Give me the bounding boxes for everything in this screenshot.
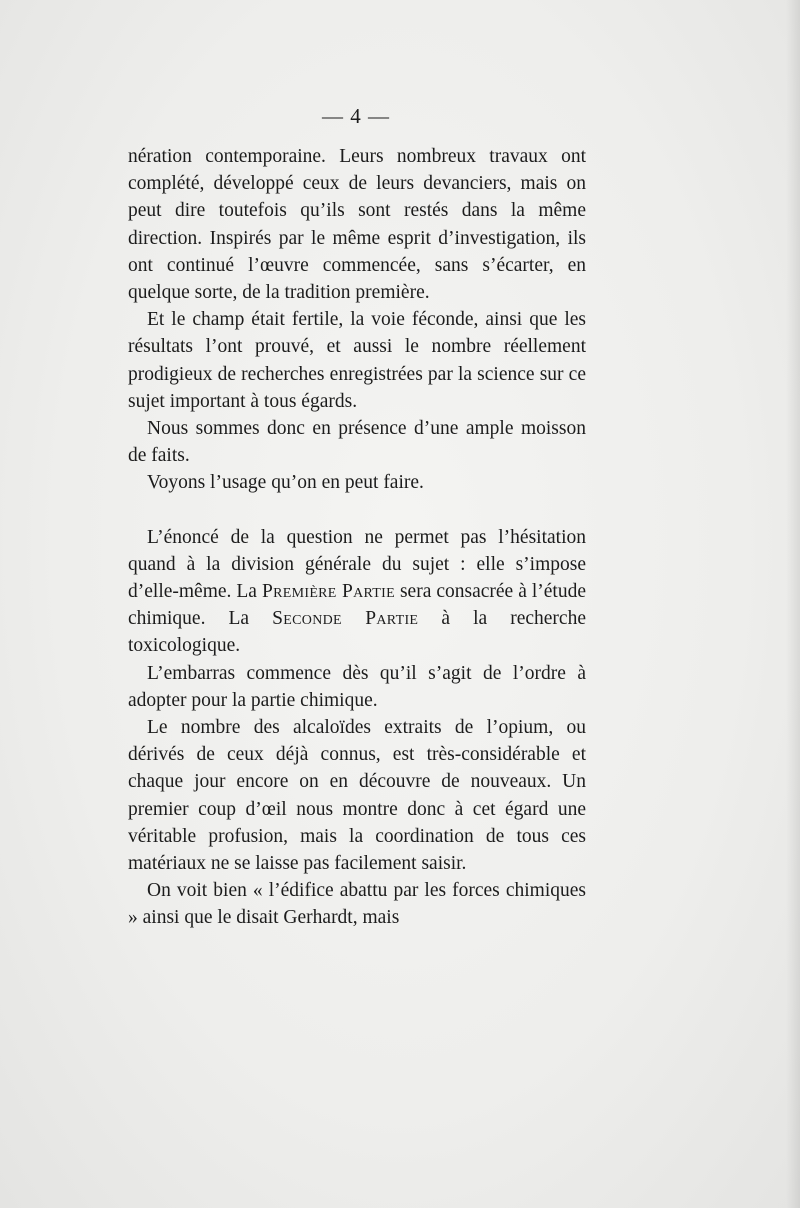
paragraph-5: [128, 524, 586, 660]
paragraph-8: On voit bien « l’édifice abattu par les forces chimiques » ainsi que le disait Gerhardt, mais: [128, 880, 586, 929]
paragraph-5-start: L’énoncé de la question ne permet pas l’hésitation quand à la division générale du sujet : elle s’impose d’elle-même. La: [128, 526, 586, 603]
paragraph-1: nération contemporaine. Leurs nombreux travaux ont complété, développé ceux de leurs devanciers, mais on peut dire toutefois qu’ils sont restés dans la même direction. Inspirés par le même esprit d’investigation, ils ont continué l’œuvre commencée, sans s’écarter, en quelque sorte, de la tradition première.: [128, 146, 586, 304]
paragraph-2: Et le champ était fertile, la voie féconde, ainsi que les résultats l’ont prouvé, et aussi le nombre réellement prodigieux de recherches enregistrées par la science sur ce sujet important à tous égards.: [128, 309, 586, 412]
paragraph-5-middle: sera consacrée à l’étude chimique. La: [128, 581, 586, 630]
body-text: [128, 143, 586, 932]
paragraph-5-end: à la recherche toxicologique.: [128, 608, 586, 657]
page-edge-shadow: [786, 0, 800, 1208]
second-part-label: Seconde Partie: [272, 608, 419, 630]
paragraph-7: Le nombre des alcaloïdes extraits de l’opium, ou dérivés de ceux déjà connus, est très-considérable et chaque jour encore on en découvre de nouveaux. Un premier coup d’œil nous montre donc à cet égard une véritable profusion, mais la coordination de tous ces matériaux ne se laisse pas facilement saisir.: [128, 717, 586, 875]
page-number: — 4 —: [322, 104, 390, 128]
first-part-label: Première Partie: [261, 581, 395, 603]
paragraph-4: Voyons l’usage qu’on en peut faire.: [147, 472, 424, 494]
paragraph-6: L’embarras commence dès qu’il s’agit de l’ordre à adopter pour la partie chimique.: [128, 662, 586, 711]
paragraph-3: Nous sommes donc en présence d’une ample moisson de faits.: [128, 418, 586, 467]
